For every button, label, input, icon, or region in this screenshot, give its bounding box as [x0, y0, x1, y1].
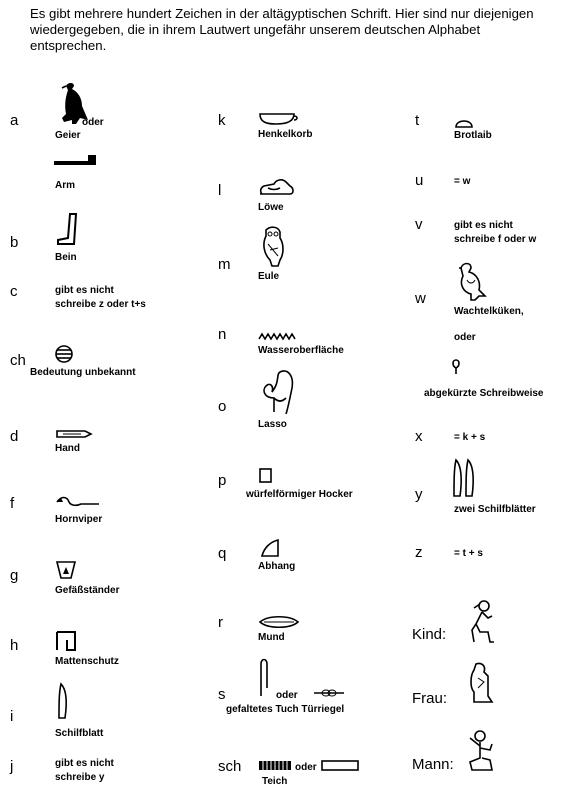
hand-glyph-icon	[55, 428, 95, 442]
letter-i: i	[10, 708, 14, 725]
label-mann: Mann:	[412, 756, 454, 773]
coil-glyph-icon	[450, 358, 464, 376]
letter-p: p	[218, 472, 227, 489]
basket-glyph-icon	[258, 112, 298, 126]
hill-slope-glyph-icon	[260, 538, 280, 558]
oder-sch: oder	[295, 762, 317, 773]
note-v-line2: schreibe f oder w	[454, 234, 537, 245]
owl-glyph-icon	[258, 226, 286, 268]
letter-a: a	[10, 112, 19, 129]
letter-d: d	[10, 428, 19, 445]
letter-q: q	[218, 545, 227, 562]
caption-schilfblatt: Schilfblatt	[55, 728, 104, 739]
letter-h: h	[10, 637, 19, 654]
letter-y: y	[415, 486, 423, 503]
letter-o: o	[218, 398, 227, 415]
letter-t: t	[415, 112, 420, 129]
letter-x: x	[415, 428, 423, 445]
letter-z: z	[415, 544, 423, 561]
woman-glyph-icon	[466, 662, 494, 706]
label-kind: Kind:	[412, 626, 447, 643]
letter-ch: ch	[10, 352, 26, 369]
caption-mund: Mund	[258, 632, 285, 643]
letter-u: u	[415, 172, 424, 189]
caption-schilfblaetter: zwei Schilfblätter	[454, 504, 536, 515]
reed-leaf-glyph-icon	[55, 682, 71, 722]
caption-gefaessstaender: Gefäßständer	[55, 585, 120, 596]
placenta-glyph-icon	[55, 345, 73, 363]
garden-pool-glyph-icon	[258, 760, 292, 772]
caption-geier: Geier	[55, 130, 81, 141]
water-ripple-glyph-icon	[258, 333, 298, 341]
caption-wachtelkueken: Wachtelküken,	[454, 306, 524, 317]
letter-c: c	[10, 283, 18, 300]
letter-j: j	[10, 758, 14, 775]
note-x: = k + s	[454, 432, 486, 443]
caption-lasso: Lasso	[258, 419, 287, 430]
caption-loewe: Löwe	[258, 202, 284, 213]
man-glyph-icon	[464, 728, 496, 772]
caption-brotlaib: Brotlaib	[454, 130, 492, 141]
oder-w: oder	[454, 332, 476, 343]
caption-hand: Hand	[55, 443, 80, 454]
lion-glyph-icon	[258, 176, 298, 198]
leg-glyph-icon	[56, 214, 80, 248]
caption-arm: Arm	[55, 180, 76, 191]
letter-l: l	[218, 182, 222, 199]
quail-chick-glyph-icon	[455, 262, 489, 302]
letter-b: b	[10, 234, 19, 251]
courtyard-glyph-icon	[55, 630, 77, 652]
letter-s: s	[218, 686, 226, 703]
folded-cloth-glyph-icon	[258, 658, 270, 698]
caption-abhang: Abhang	[258, 561, 296, 572]
letter-g: g	[10, 567, 19, 584]
letter-k: k	[218, 112, 226, 129]
note-u: = w	[454, 176, 471, 187]
caption-hornviper: Hornviper	[55, 514, 103, 525]
note-c-line2: schreibe z oder t+s	[55, 299, 146, 310]
note-z: = t + s	[454, 548, 483, 559]
double-reed-glyph-icon	[452, 458, 478, 498]
jar-stand-glyph-icon	[55, 560, 77, 580]
child-glyph-icon	[466, 600, 496, 646]
note-j-line1: gibt es nicht	[55, 758, 114, 769]
label-frau: Frau:	[412, 690, 448, 707]
oder-s: oder	[276, 690, 298, 701]
letter-v: v	[415, 216, 423, 233]
bread-loaf-glyph-icon	[454, 117, 474, 129]
arm-glyph-icon	[54, 155, 98, 169]
letter-sch: sch	[218, 758, 242, 775]
caption-henkelkorb: Henkelkorb	[258, 129, 313, 140]
door-bolt-glyph-icon	[314, 688, 344, 698]
letter-n: n	[218, 326, 227, 343]
note-c-line1: gibt es nicht	[55, 285, 114, 296]
letter-r: r	[218, 614, 223, 631]
lasso-glyph-icon	[258, 368, 296, 416]
pool-glyph-icon	[321, 760, 359, 772]
intro-text: Es gibt mehrere hundert Zeichen in der altägyptischen Schrift. Hier sind nur diejenigen wiedergegeben, die in ihrem Lautwert ungefähr unserem deutschen Alphabet entsprechen.	[30, 6, 534, 53]
letter-m: m	[218, 256, 231, 273]
caption-hocker: würfelförmiger Hocker	[246, 489, 353, 500]
caption-tuch-riegel: gefaltetes Tuch Türriegel	[226, 704, 345, 715]
mouth-glyph-icon	[258, 615, 300, 629]
note-j-line2: schreibe y	[55, 772, 105, 783]
note-v-line1: gibt es nicht	[454, 220, 513, 231]
caption-eule: Eule	[258, 271, 280, 282]
stool-glyph-icon	[259, 468, 273, 484]
caption-bein: Bein	[55, 252, 77, 263]
oder-a: oder	[82, 117, 104, 128]
letter-f: f	[10, 495, 15, 512]
caption-wasseroberflaeche: Wasseroberfläche	[258, 345, 344, 356]
caption-abgekuerzt: abgekürzte Schreibweise	[424, 388, 544, 399]
caption-ch: Bedeutung unbekannt	[30, 367, 136, 378]
caption-teich: Teich	[262, 776, 288, 787]
caption-mattenschutz: Mattenschutz	[55, 656, 119, 667]
letter-w: w	[415, 290, 426, 307]
horned-viper-glyph-icon	[55, 494, 101, 512]
